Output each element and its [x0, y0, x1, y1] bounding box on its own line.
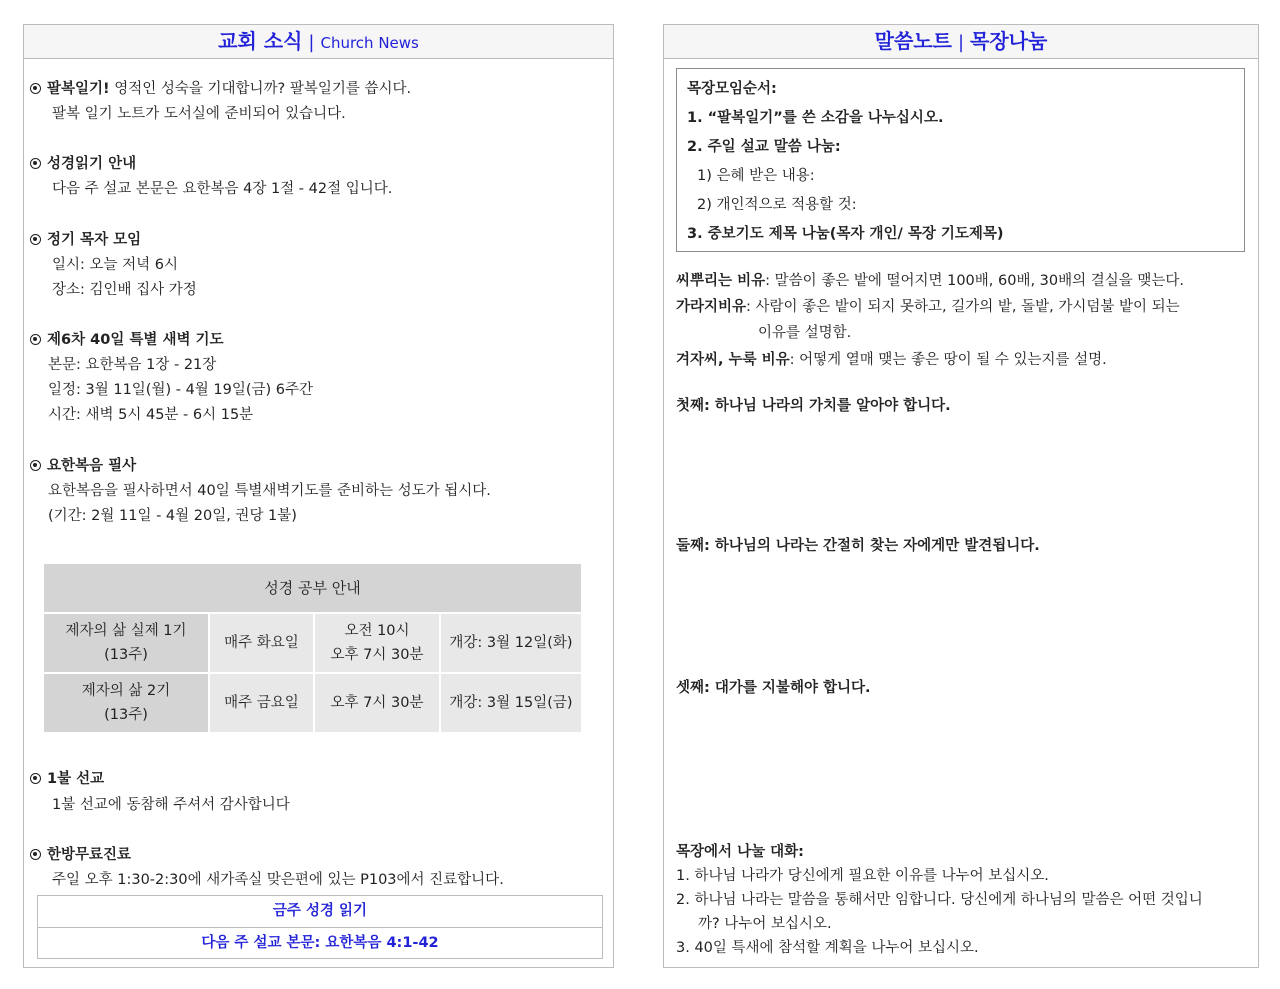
meeting-order-item: 2. 주일 설교 말씀 나눔:: [687, 139, 841, 155]
news-title: 정기 목자 모임: [47, 232, 142, 248]
course-day: 매주 화요일: [210, 614, 313, 672]
parable-text: : 어떻게 열매 맺는 좋은 땅이 될 수 있는지를 설명.: [789, 352, 1107, 368]
target-bullet-icon: [30, 334, 41, 345]
parable-sower: [676, 269, 1184, 290]
course-time: 오후 7시 30분: [315, 674, 439, 732]
bible-study-table: [42, 562, 583, 734]
parable-text: 이유를 설명함.: [758, 325, 852, 341]
parable-mustard: [676, 348, 1107, 369]
news-text: 장소: 김인배 집사 가정: [52, 282, 197, 298]
news-item-shepherd-meeting: [30, 228, 141, 249]
news-text: 시간: 새벽 5시 45분 - 6시 15분: [48, 407, 254, 423]
news-title: 팔복일기!: [47, 81, 110, 97]
meeting-order-subitem: 1) 은혜 받은 내용:: [697, 168, 815, 184]
cell-sharing-title: 목장나눔: [970, 29, 1048, 53]
meeting-order-item: 3. 중보기도 제목 나눔(목자 개인/ 목장 기도제목): [687, 226, 1004, 242]
sermon-notes-title: 말씀노트: [874, 29, 952, 53]
discussion-question: 2. 하나님 나라는 말씀을 통해서만 임합니다. 당신에게 하나님의 말씀은 어떤 것입니: [676, 892, 1203, 908]
course-time: 오전 10시: [344, 623, 410, 639]
news-item-bible-reading: [30, 152, 136, 173]
course-start: 개강: 3월 12일(화): [441, 614, 581, 672]
news-text: (기간: 2월 11일 - 4월 20일, 권당 1불): [48, 508, 297, 524]
point-second: 둘째: 하나님의 나라는 간절히 찾는 자에게만 발견됩니다.: [676, 538, 1040, 554]
parable-label: 가라지비유: [676, 299, 747, 315]
discussion-question: 3. 40일 특새에 참석할 계획을 나누어 보십시오.: [676, 940, 979, 956]
course-duration: (13주): [104, 707, 148, 723]
point-first: 첫째: 하나님 나라의 가치를 알아야 합니다.: [676, 398, 951, 414]
course-day: 매주 금요일: [210, 674, 313, 732]
target-bullet-icon: [30, 773, 41, 784]
course-duration: (13주): [104, 647, 148, 663]
news-text: 일정: 3월 11일(월) - 4월 19일(금) 6주간: [48, 382, 314, 398]
news-title: 성경읽기 안내: [47, 156, 137, 172]
news-text: 다음 주 설교 본문은 요한복음 4장 1절 - 42절 입니다.: [52, 181, 393, 197]
parable-label: 겨자씨, 누룩 비유: [676, 352, 790, 368]
weekly-reading-title: 금주 성경 읽기: [272, 903, 368, 919]
course-name-cell: [44, 614, 208, 672]
news-text: 일시: 오늘 저녁 6시: [52, 257, 178, 273]
parable-text: : 사람이 좋은 밭이 되지 못하고, 길가의 밭, 돌밭, 가시덤불 밭이 되는: [746, 299, 1180, 315]
course-time-cell: [315, 614, 439, 672]
discussion-question: 까? 나누어 보십시오.: [698, 916, 832, 932]
news-text: 본문: 요한복음 1장 - 21장: [48, 357, 217, 373]
parable-label: 씨뿌리는 비유: [676, 273, 766, 289]
meeting-order-box: [676, 68, 1245, 252]
news-title: 1불 선교: [47, 771, 105, 787]
target-bullet-icon: [30, 460, 41, 471]
news-text: 1불 선교에 동참해 주셔서 감사합니다: [52, 797, 290, 813]
header-separator: |: [308, 32, 315, 53]
weekly-reading-box: [37, 895, 603, 959]
course-time: 오후 7시 30분: [330, 647, 424, 663]
news-item-transcription: [30, 454, 136, 475]
table-title: 성경 공부 안내: [44, 564, 581, 612]
point-third: 셋째: 대가를 지불해야 합니다.: [676, 680, 871, 696]
table-row: [44, 614, 581, 672]
parable-weeds: [676, 295, 1180, 316]
course-name: 제자의 삶 실제 1기: [65, 623, 187, 639]
news-title: 한방무료진료: [47, 847, 132, 863]
news-title: 요한복음 필사: [47, 458, 137, 474]
target-bullet-icon: [30, 158, 41, 169]
meeting-order-item: 1. “팔복일기”를 쓴 소감을 나누십시오.: [687, 110, 944, 126]
parable-text: : 말씀이 좋은 밭에 떨어지면 100배, 60배, 30배의 결실을 맺는다.: [765, 273, 1185, 289]
next-sermon-text: 다음 주 설교 본문: 요한복음 4:1-42: [38, 927, 602, 959]
church-news-panel: [23, 24, 614, 968]
news-item-dawn-prayer: [30, 328, 224, 349]
church-news-title-en: Church News: [320, 34, 419, 52]
church-news-header: [24, 25, 613, 59]
target-bullet-icon: [30, 234, 41, 245]
table-row: [44, 674, 581, 732]
news-text: 영적인 성숙을 기대합니까? 팔복일기를 씁시다.: [109, 81, 412, 97]
news-item-palbok: [30, 77, 411, 98]
meeting-order-subitem: 2) 개인적으로 적용할 것:: [697, 197, 857, 213]
news-title: 제6차 40일 특별 새벽 기도: [47, 332, 224, 348]
sermon-notes-panel: [663, 24, 1259, 968]
course-name: 제자의 삶 2기: [81, 683, 171, 699]
discussion-title: 목장에서 나눌 대화:: [676, 844, 804, 860]
target-bullet-icon: [30, 83, 41, 94]
news-text: 주일 오후 1:30-2:30에 새가족실 맞은편에 있는 P103에서 진료합니다.: [52, 872, 504, 888]
header-separator: |: [957, 32, 965, 53]
sermon-notes-header: [664, 25, 1258, 59]
news-text: 요한복음을 필사하면서 40일 특별새벽기도를 준비하는 성도가 됩시다.: [48, 483, 491, 499]
course-start: 개강: 3월 15일(금): [441, 674, 581, 732]
meeting-order-title: 목장모임순서:: [687, 81, 777, 97]
course-name-cell: [44, 674, 208, 732]
discussion-question: 1. 하나님 나라가 당신에게 필요한 이유를 나누어 보십시오.: [676, 868, 1049, 884]
news-item-free-clinic: [30, 843, 131, 864]
news-text: 팔복 일기 노트가 도서실에 준비되어 있습니다.: [52, 106, 346, 122]
news-item-mission: [30, 767, 104, 788]
church-news-title-ko: 교회 소식: [218, 29, 303, 53]
target-bullet-icon: [30, 849, 41, 860]
